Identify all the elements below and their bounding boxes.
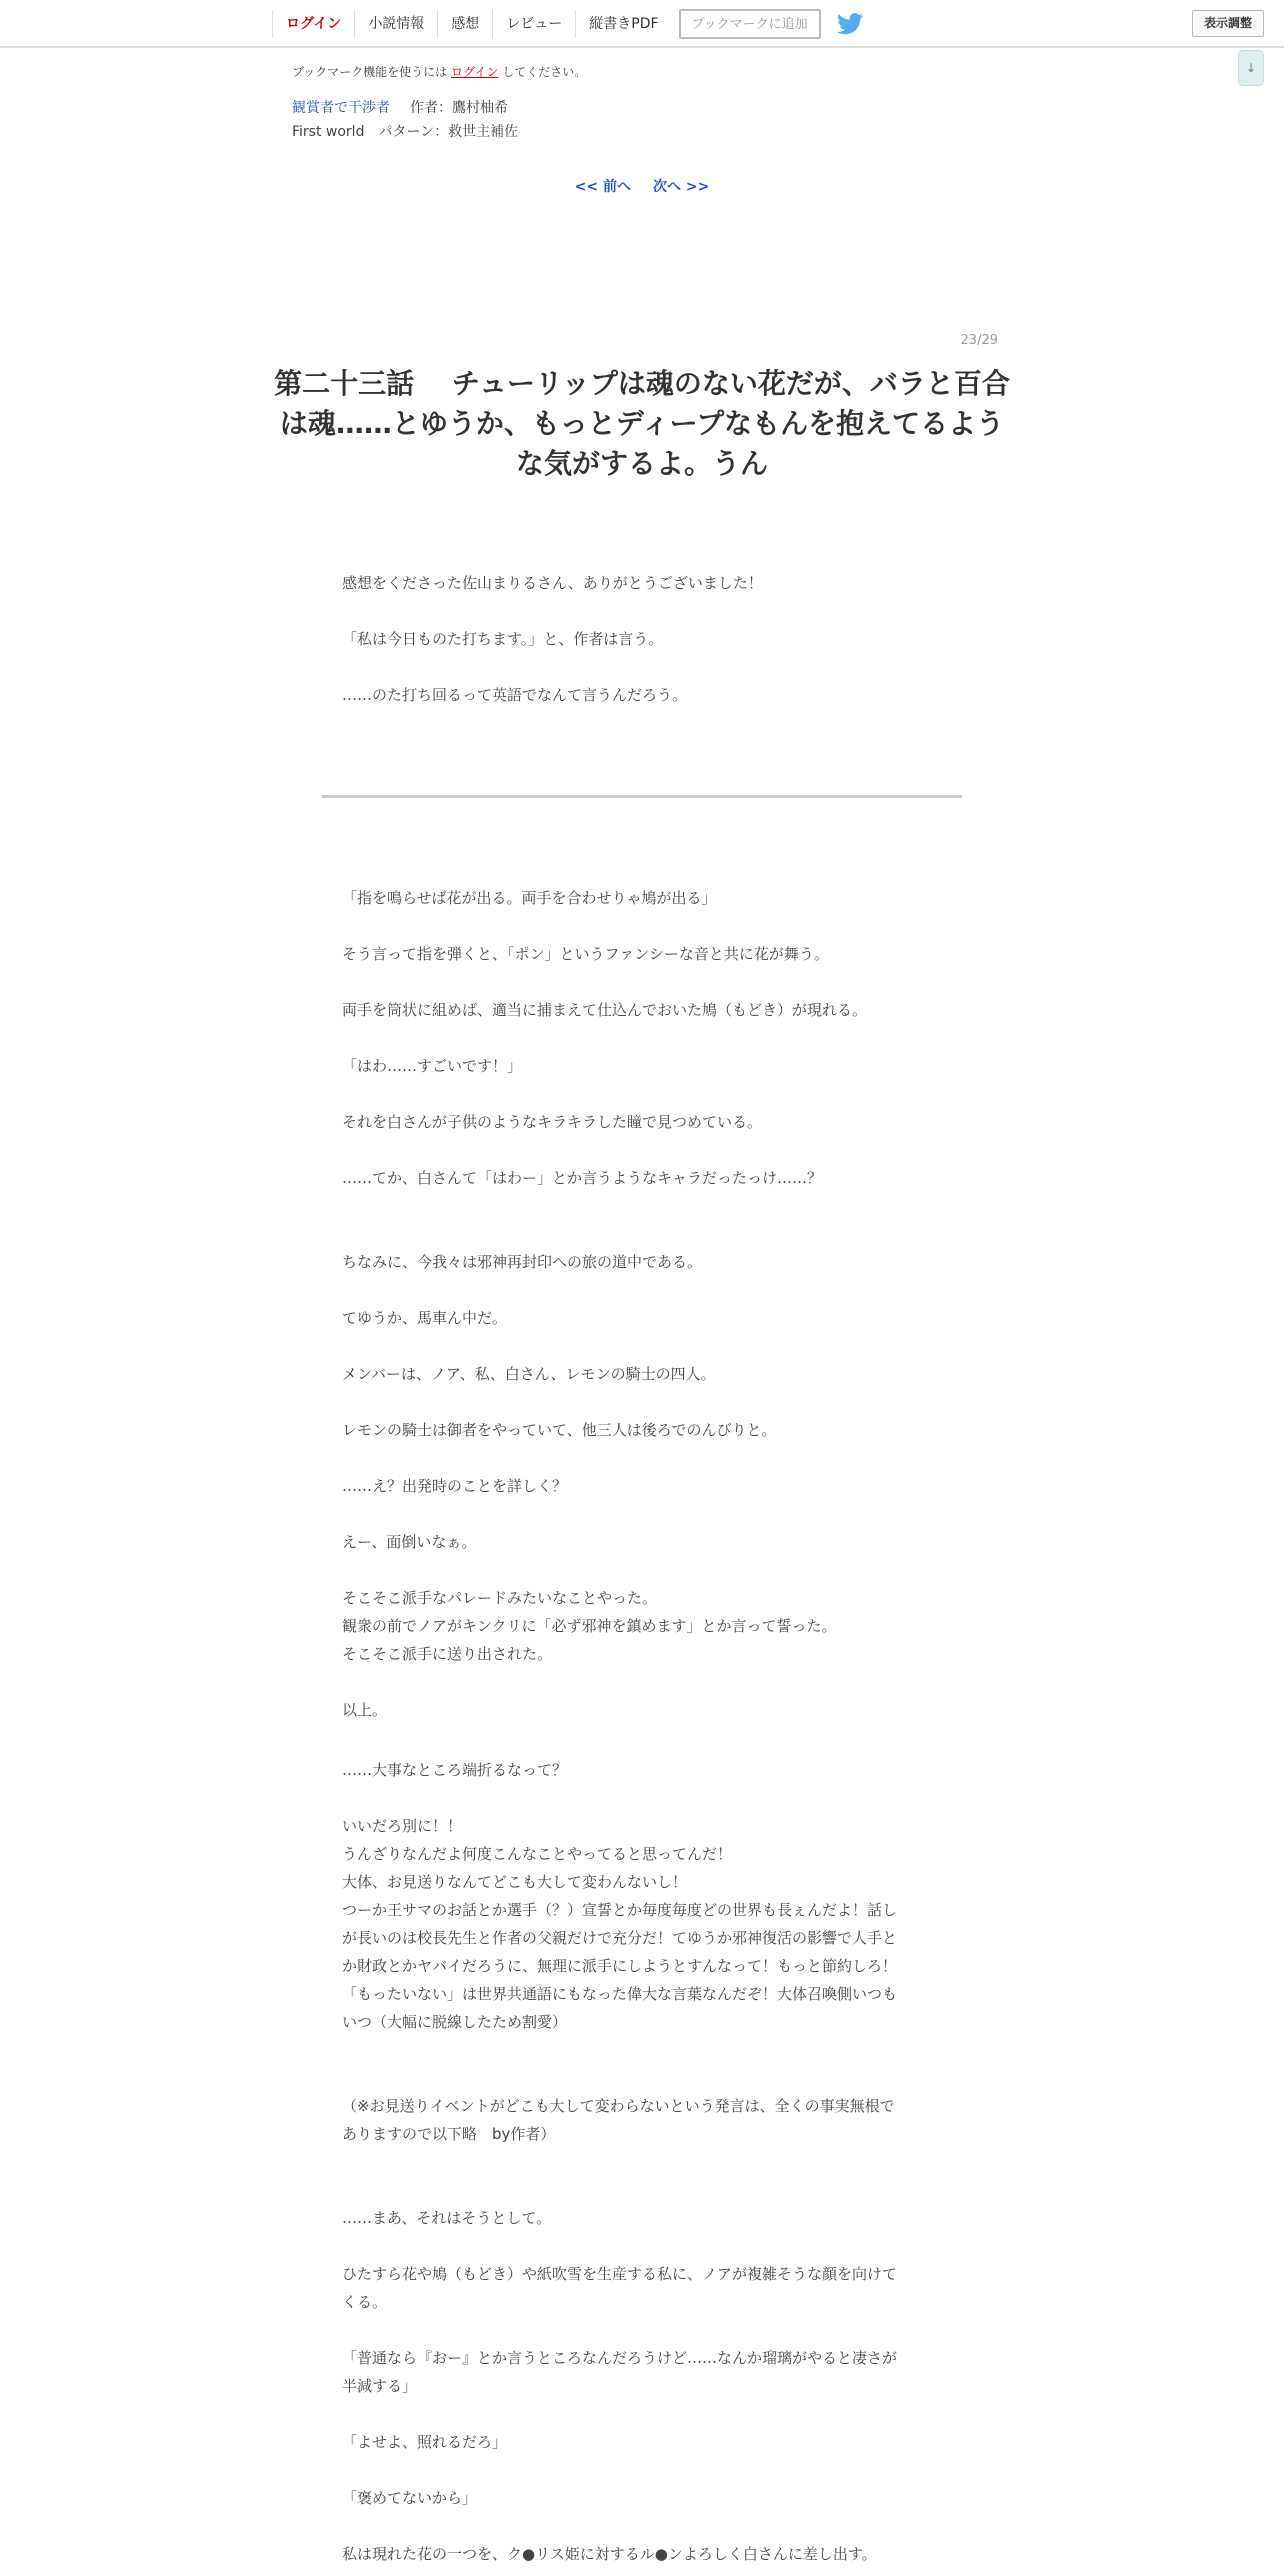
body-paragraph: 両手を筒状に組めば、適当に捕まえて仕込んでおいた鳩（もどき）が現れる。 <box>342 1001 868 1019</box>
body-paragraph: 「褒めてないから」 <box>342 2489 478 2507</box>
body-paragraph: （※お見送りイベントがどこも大して変わらないという発言は、全くの事実無根で <box>342 2097 895 2115</box>
nav-login-link[interactable]: ログイン <box>272 10 354 38</box>
body-paragraph: 「普通なら『おー』とか言うところなんだろうけど……なんか瑠璃がやると凄さが <box>342 2349 898 2367</box>
nav-vertical-pdf-link[interactable]: 縦書きPDF <box>575 10 671 38</box>
series-info <box>292 97 508 117</box>
bookmark-login-notice <box>292 63 586 80</box>
body-paragraph: 「指を鳴らせば花が出る。両手を合わせりゃ鳩が出る」 <box>342 889 717 907</box>
body-paragraph: うんざりなんだよ何度こんなことやってると思ってんだ！ <box>342 1845 733 1863</box>
add-bookmark-button[interactable]: ブックマークに追加 <box>679 9 821 39</box>
notice-prefix: ブックマーク機能を使うには <box>292 65 448 79</box>
body-paragraph: そこそこ派手なパレードみたいなことやった。 <box>342 1589 658 1607</box>
series-title-link[interactable]: 観賞者で干渉者 <box>292 100 390 116</box>
body-paragraph: レモンの騎士は御者をやっていて、他三人は後ろでのんびりと。 <box>342 1421 777 1439</box>
chapter-body <box>342 884 942 2568</box>
body-paragraph: 半減する」 <box>342 2377 418 2395</box>
display-settings-button[interactable]: 表示調整 <box>1192 10 1264 37</box>
body-paragraph: いつ（大幅に脱線したため割愛） <box>342 2013 568 2031</box>
body-paragraph: 大体、お見送りなんてどこも大して変わんないし！ <box>342 1873 688 1891</box>
nav-review-link[interactable]: レビュー <box>492 10 575 38</box>
body-paragraph: ひたすら花や鳩（もどき）や紙吹雪を生産する私に、ノアが複雑そうな顔を向けて <box>342 2265 898 2283</box>
body-paragraph: そこそこ派手に送り出された。 <box>342 1645 553 1663</box>
body-paragraph: 私は現れた花の一つを、ク●リス姫に対するル●ンよろしく白さんに差し出す。 <box>342 2545 877 2563</box>
chapter-title-line: な気がするよ。うん <box>515 447 768 480</box>
preface-paragraph: 感想をくださった佐山まりるさん、ありがとうございました！ <box>342 574 763 592</box>
preface-paragraph: ……のた打ち回るって英語でなんて言うんだろう。 <box>342 686 688 704</box>
scroll-down-button[interactable]: ↓ <box>1238 50 1264 86</box>
body-paragraph: それを白さんが子供のようなキラキラした瞳で見つめている。 <box>342 1113 763 1131</box>
body-paragraph: 観衆の前でノアがキンクリに「必ず邪神を鎮めます」とか言って誓った。 <box>342 1617 837 1635</box>
notice-suffix: してください。 <box>502 65 587 79</box>
preface-divider <box>322 795 962 798</box>
chapter-title-line: は魂……とゆうか、もっとディープなもんを抱えてるよう <box>279 407 1005 440</box>
body-paragraph: ちなみに、今我々は邪神再封印への旅の道中である。 <box>342 1253 703 1271</box>
chapter-meta: First world パターン：救世主補佐 <box>292 124 519 140</box>
chapter-preface <box>342 569 942 709</box>
body-paragraph: くる。 <box>342 2293 388 2311</box>
top-navigation-bar <box>0 0 1284 48</box>
chapter-number: 23/29 <box>960 333 998 348</box>
body-paragraph: そう言って指を弾くと、「ポン」というファンシーな音と共に花が舞う。 <box>342 945 829 963</box>
body-paragraph: ……まあ、それはそうとして。 <box>342 2209 552 2227</box>
body-paragraph: てゆうか、馬車ん中だ。 <box>342 1309 508 1327</box>
body-paragraph: ……え？出発時のことを詳しく？ <box>342 1477 568 1495</box>
preface-paragraph: 「私は今日ものた打ちます。」と、作者は言う。 <box>342 630 664 648</box>
body-paragraph: ありますので以下略 by作者） <box>342 2125 556 2143</box>
body-paragraph: ……てか、白さんて「はわー」とか言うようなキャラだったっけ……？ <box>342 1169 823 1187</box>
body-paragraph: 「よせよ、照れるだろ」 <box>342 2433 508 2451</box>
author-name: 作者：鷹村柚希 <box>410 100 508 116</box>
body-paragraph: メンバーは、ノア、私、白さん、レモンの騎士の四人。 <box>342 1365 716 1383</box>
body-paragraph: 「はわ……すごいです！」 <box>342 1057 523 1075</box>
body-paragraph: えー、面倒いなぁ。 <box>342 1533 477 1551</box>
chapter-title-line: 第二十三話 チューリップは魂のない花だが、バラと百合 <box>274 367 1010 400</box>
body-paragraph: 「もったいない」は世界共通語にもなった偉大な言葉なんだぞ！大体召喚側いつも <box>342 1985 898 2003</box>
body-paragraph: ……大事なところ端折るなって？ <box>342 1761 568 1779</box>
notice-login-link[interactable]: ログイン <box>451 65 499 79</box>
body-paragraph: いいだろ別に！！ <box>342 1817 463 1835</box>
nav-menu <box>272 10 863 38</box>
next-chapter-link[interactable]: 次へ >> <box>653 179 710 195</box>
prev-chapter-link[interactable]: << 前へ <box>574 179 631 195</box>
chapter-pager <box>0 176 1284 196</box>
body-paragraph: か財政とかヤバイだろうに、無理に派手にしようとすんなって！もっと節約しろ！ <box>342 1957 898 1975</box>
body-paragraph: 以上。 <box>342 1701 388 1719</box>
body-paragraph: が長いのは校長先生と作者の父親だけで充分だ！てゆうか邪神復活の影響で人手と <box>342 1929 898 1947</box>
nav-impressions-link[interactable]: 感想 <box>437 10 492 38</box>
nav-novel-info-link[interactable]: 小説情報 <box>354 10 437 38</box>
twitter-bird-icon[interactable] <box>837 13 863 35</box>
chapter-title <box>270 364 1014 484</box>
body-paragraph: つーか王サマのお話とか選手（？）宣誓とか毎度毎度どの世界も長ぇんだよ！話し <box>342 1901 898 1919</box>
